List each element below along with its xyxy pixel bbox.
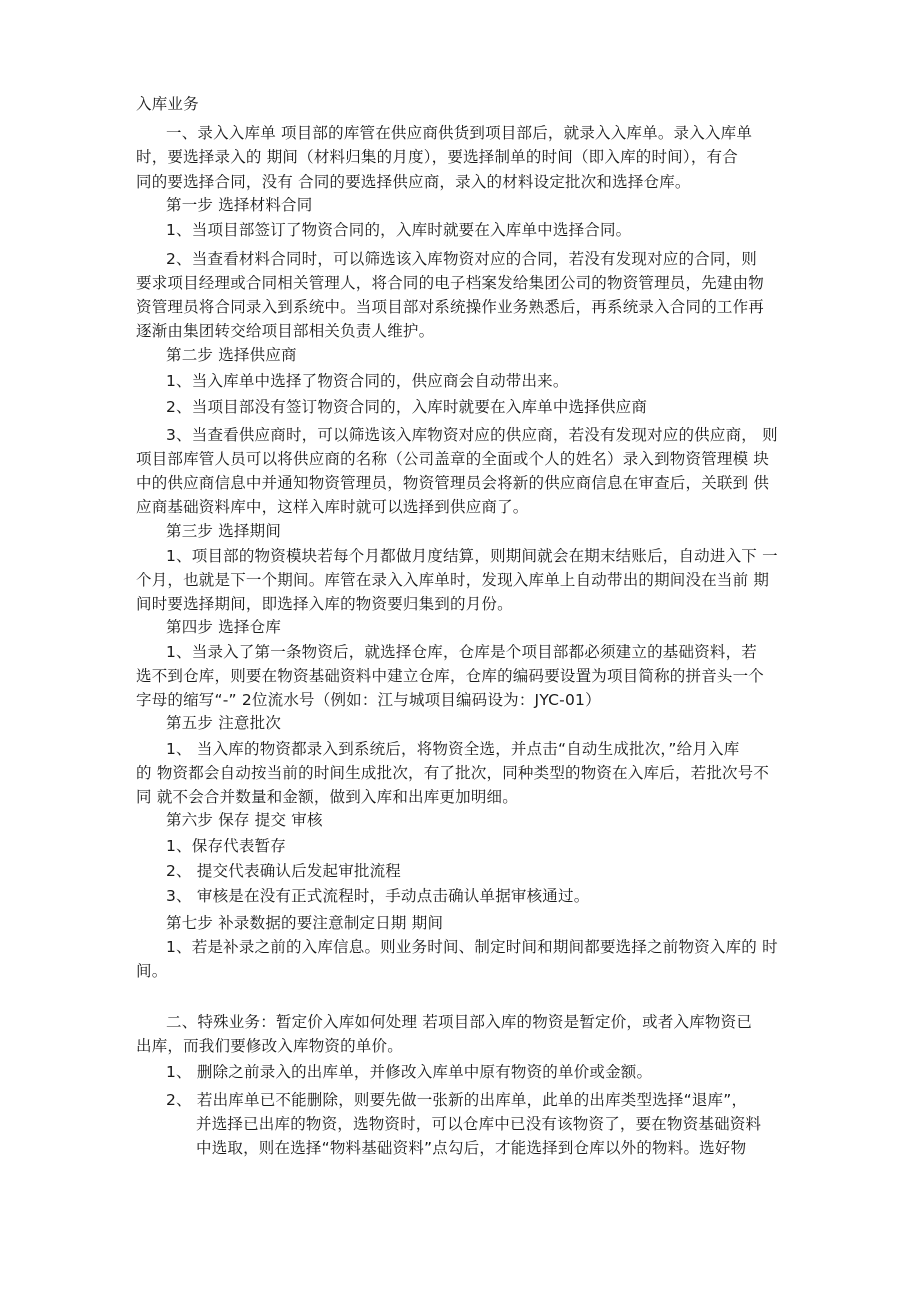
paragraph-line: 逐渐由集团转交给项目部相关负责人维护。 [136, 322, 435, 340]
paragraph-line: 要求项目经理或合同相关管理人，将合同的电子档案发给集团公司的物资管理员，先建由物 [136, 274, 765, 292]
section-heading: 第二步 选择供应商 [166, 346, 297, 364]
list-item: 1、当入库单中选择了物资合同的，供应商会自动带出来。 [166, 372, 569, 390]
paragraph-line: 的 物资都会自动按当前的时间生成批次，有了批次，同种类型的物资在入库后，若批次号不 [136, 764, 770, 782]
paragraph-line: 同的要选择合同，没有 合同的要选择供应商，录入的材料设定批次和选择仓库。 [136, 173, 691, 191]
paragraph-line: 同 就不会合并数量和金额，做到入库和出库更加明细。 [136, 788, 518, 806]
paragraph-line: 应商基础资料库中，这样入库时就可以选择到供应商了。 [136, 498, 529, 516]
list-item: 1、 删除之前录入的出库单，并修改入库单中原有物资的单价或金额。 [166, 1063, 653, 1081]
paragraph-line: 字母的缩写“-” 2位流水号（例如：江与城项目编码设为：JYC-01） [136, 691, 601, 709]
paragraph-line: 并选择已出库的物资，选物资时，可以仓库中已没有该物资了，要在物资基础资料 [196, 1115, 762, 1133]
list-item: 1、若是补录之前的入库信息。则业务时间、制定时间和期间都要选择之前物资入库的 时 [166, 938, 778, 956]
paragraph-line: 间时要选择期间，即选择入库的物资要归集到的月份。 [136, 595, 513, 613]
paragraph-line: 个月，也就是下一个期间。库管在录入入库单时，发现入库单上自动带出的期间没在当前 期 [136, 571, 770, 589]
paragraph-line: 时，要选择录入的 期间（材料归集的月度），要选择制单的时间（即入库的时间），有合 [136, 148, 738, 166]
paragraph-line: 出库，而我们要修改入库物资的单价。 [136, 1037, 403, 1055]
document-title: 入库业务 [136, 95, 199, 113]
paragraph-line: 中选取，则在选择“物料基础资料”点勾后，才能选择到仓库以外的物料。选好物 [196, 1139, 747, 1157]
list-item: 2、 提交代表确认后发起审批流程 [166, 862, 401, 880]
list-item: 3、当查看供应商时，可以筛选该入库物资对应的供应商，若没有发现对应的供应商， 则 [166, 426, 778, 444]
paragraph-line: 项目部库管人员可以将供应商的名称（公司盖章的全面或个人的姓名）录入到物资管理模 块 [136, 450, 770, 468]
list-item: 1、项目部的物资模块若每个月都做月度结算，则期间就会在期末结账后，自动进入下 一 [166, 547, 778, 565]
paragraph-line: 中的供应商信息中并通知物资管理员，物资管理员会将新的供应商信息在审查后，关联到 供 [136, 474, 770, 492]
paragraph-line: 资管理员将合同录入到系统中。当项目部对系统操作业务熟悉后，再系统录入合同的工作再 [136, 298, 765, 316]
paragraph-line: 选不到仓库，则要在物资基础资料中建立仓库，仓库的编码要设置为项目简称的拼音头一个 [136, 667, 765, 685]
list-item: 1、 当入库的物资都录入到系统后，将物资全选，并点击“自动生成批次，”给月入库 [166, 740, 740, 758]
list-item: 2、 若出库单已不能删除，则要先做一张新的出库单，此单的出库类型选择“退库”， [166, 1091, 748, 1109]
section-heading: 第三步 选择期间 [166, 522, 282, 540]
section-heading: 第四步 选择仓库 [166, 618, 282, 636]
paragraph-line: 一、录入入库单 项目部的库管在供应商供货到项目部后，就录入入库单。录入入库单 [166, 124, 753, 142]
section-heading: 第七步 补录数据的要注意制定日期 期间 [166, 914, 444, 932]
list-item: 2、当项目部没有签订物资合同的，入库时就要在入库单中选择供应商 [166, 398, 648, 416]
paragraph-line: 间。 [136, 962, 168, 980]
list-item: 1、保存代表暂存 [166, 837, 286, 855]
paragraph-line: 二、特殊业务：暂定价入库如何处理 若项目部入库的物资是暂定价，或者入库物资已 [166, 1013, 753, 1031]
section-heading: 第一步 选择材料合同 [166, 196, 313, 214]
list-item: 1、当项目部签订了物资合同的，入库时就要在入库单中选择合同。 [166, 221, 632, 239]
list-item: 1、当录入了第一条物资后，就选择仓库，仓库是个项目部都必须建立的基础资料，若 [166, 643, 757, 661]
list-item: 2、当查看材料合同时，可以筛选该入库物资对应的合同，若没有发现对应的合同，则 [166, 250, 757, 268]
section-heading: 第五步 注意批次 [166, 714, 282, 732]
section-heading: 第六步 保存 提交 审核 [166, 811, 323, 829]
list-item: 3、 审核是在没有正式流程时，手动点击确认单据审核通过。 [166, 887, 590, 905]
